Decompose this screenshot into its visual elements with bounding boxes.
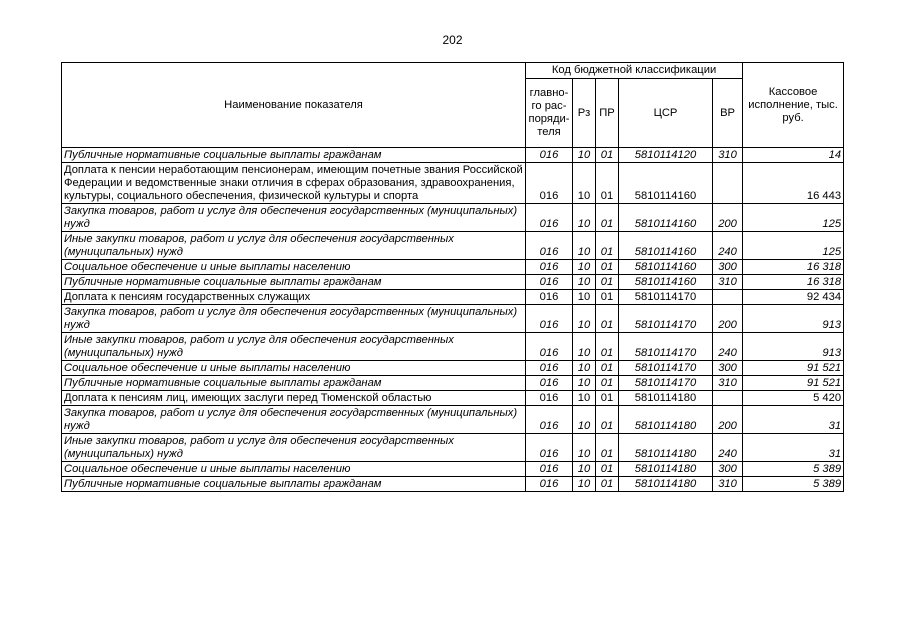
- cell-vr: 240: [713, 333, 743, 361]
- table-row: [62, 290, 844, 305]
- cell-rz: 10: [573, 275, 596, 290]
- header-vr: ВР: [713, 79, 743, 148]
- table-row: [62, 361, 844, 376]
- cell-csr: 5810114180: [619, 391, 713, 406]
- cell-amount: 14: [743, 148, 844, 163]
- cell-vr: 240: [713, 434, 743, 462]
- cell-csr: 5810114160: [619, 163, 713, 204]
- header-gl: главно-го рас-поряди-теля: [526, 79, 573, 148]
- cell-csr: 5810114160: [619, 260, 713, 275]
- cell-name: Иные закупки товаров, работ и услуг для обеспечения государственных (муниципальных) нужд: [62, 434, 526, 462]
- cell-name: Публичные нормативные социальные выплаты гражданам: [62, 148, 526, 163]
- cell-gl: 016: [526, 232, 573, 260]
- table-body: [62, 148, 844, 492]
- cell-csr: 5810114170: [619, 376, 713, 391]
- cell-csr: 5810114180: [619, 406, 713, 434]
- cell-csr: 5810114160: [619, 204, 713, 232]
- cell-vr: 300: [713, 462, 743, 477]
- cell-rz: 10: [573, 333, 596, 361]
- cell-rz: 10: [573, 163, 596, 204]
- cell-rz: 10: [573, 376, 596, 391]
- cell-amount: 16 318: [743, 260, 844, 275]
- cell-name: Социальное обеспечение и иные выплаты населению: [62, 462, 526, 477]
- cell-rz: 10: [573, 290, 596, 305]
- cell-amount: 31: [743, 406, 844, 434]
- cell-gl: 016: [526, 434, 573, 462]
- cell-rz: 10: [573, 148, 596, 163]
- cell-name: Публичные нормативные социальные выплаты гражданам: [62, 477, 526, 492]
- cell-csr: 5810114160: [619, 275, 713, 290]
- cell-amount: 5 420: [743, 391, 844, 406]
- cell-name: Социальное обеспечение и иные выплаты населению: [62, 361, 526, 376]
- table-row: [62, 204, 844, 232]
- cell-name: Закупка товаров, работ и услуг для обеспечения государственных (муниципальных) нужд: [62, 305, 526, 333]
- cell-rz: 10: [573, 260, 596, 275]
- cell-amount: 5 389: [743, 477, 844, 492]
- cell-amount: 31: [743, 434, 844, 462]
- cell-vr: 310: [713, 376, 743, 391]
- cell-amount: 913: [743, 333, 844, 361]
- table-row: [62, 462, 844, 477]
- cell-pr: 01: [596, 305, 619, 333]
- header-amount: Кассовое исполнение, тыс. руб.: [743, 63, 844, 148]
- cell-pr: 01: [596, 333, 619, 361]
- table-row: [62, 148, 844, 163]
- cell-gl: 016: [526, 376, 573, 391]
- cell-amount: 91 521: [743, 376, 844, 391]
- cell-vr: [713, 391, 743, 406]
- cell-pr: 01: [596, 204, 619, 232]
- cell-csr: 5810114180: [619, 477, 713, 492]
- cell-csr: 5810114170: [619, 361, 713, 376]
- cell-rz: 10: [573, 406, 596, 434]
- cell-vr: 300: [713, 260, 743, 275]
- cell-name: Доплата к пенсиям лиц, имеющих заслуги перед Тюменской областью: [62, 391, 526, 406]
- cell-name: Социальное обеспечение и иные выплаты населению: [62, 260, 526, 275]
- cell-rz: 10: [573, 361, 596, 376]
- cell-gl: 016: [526, 290, 573, 305]
- cell-name: Иные закупки товаров, работ и услуг для обеспечения государственных (муниципальных) нужд: [62, 333, 526, 361]
- cell-rz: 10: [573, 391, 596, 406]
- cell-amount: 913: [743, 305, 844, 333]
- cell-vr: 310: [713, 148, 743, 163]
- table-row: [62, 477, 844, 492]
- cell-gl: 016: [526, 260, 573, 275]
- header-pr: ПР: [596, 79, 619, 148]
- cell-rz: 10: [573, 434, 596, 462]
- cell-vr: 200: [713, 204, 743, 232]
- cell-pr: 01: [596, 260, 619, 275]
- cell-pr: 01: [596, 290, 619, 305]
- cell-pr: 01: [596, 232, 619, 260]
- header-rz: Рз: [573, 79, 596, 148]
- table-row: [62, 232, 844, 260]
- cell-rz: 10: [573, 477, 596, 492]
- cell-pr: 01: [596, 361, 619, 376]
- cell-csr: 5810114120: [619, 148, 713, 163]
- cell-name: Закупка товаров, работ и услуг для обеспечения государственных (муниципальных) нужд: [62, 406, 526, 434]
- cell-gl: 016: [526, 148, 573, 163]
- cell-rz: 10: [573, 232, 596, 260]
- table-row: [62, 406, 844, 434]
- cell-name: Иные закупки товаров, работ и услуг для обеспечения государственных (муниципальных) нужд: [62, 232, 526, 260]
- cell-gl: 016: [526, 406, 573, 434]
- cell-csr: 5810114170: [619, 290, 713, 305]
- header-classification: Код бюджетной классификации: [526, 63, 743, 79]
- cell-vr: 200: [713, 406, 743, 434]
- cell-csr: 5810114180: [619, 434, 713, 462]
- cell-rz: 10: [573, 462, 596, 477]
- cell-vr: 300: [713, 361, 743, 376]
- cell-gl: 016: [526, 477, 573, 492]
- table-row: [62, 434, 844, 462]
- cell-gl: 016: [526, 333, 573, 361]
- cell-pr: 01: [596, 434, 619, 462]
- cell-amount: 92 434: [743, 290, 844, 305]
- cell-pr: 01: [596, 163, 619, 204]
- cell-csr: 5810114170: [619, 333, 713, 361]
- cell-csr: 5810114180: [619, 462, 713, 477]
- cell-name: Публичные нормативные социальные выплаты гражданам: [62, 275, 526, 290]
- cell-csr: 5810114170: [619, 305, 713, 333]
- budget-table: [61, 62, 844, 492]
- cell-pr: 01: [596, 148, 619, 163]
- cell-pr: 01: [596, 391, 619, 406]
- table-row: [62, 275, 844, 290]
- cell-pr: 01: [596, 462, 619, 477]
- cell-pr: 01: [596, 275, 619, 290]
- cell-rz: 10: [573, 204, 596, 232]
- cell-gl: 016: [526, 305, 573, 333]
- cell-name: Доплата к пенсиям государственных служащих: [62, 290, 526, 305]
- table-header: [62, 63, 844, 148]
- cell-amount: 125: [743, 232, 844, 260]
- table-row: [62, 163, 844, 204]
- table-row: [62, 333, 844, 361]
- cell-gl: 016: [526, 361, 573, 376]
- cell-amount: 16 443: [743, 163, 844, 204]
- cell-name: Публичные нормативные социальные выплаты гражданам: [62, 376, 526, 391]
- cell-gl: 016: [526, 204, 573, 232]
- header-csr: ЦСР: [619, 79, 713, 148]
- cell-gl: 016: [526, 163, 573, 204]
- cell-gl: 016: [526, 391, 573, 406]
- cell-vr: 200: [713, 305, 743, 333]
- header-name: Наименование показателя: [62, 63, 526, 148]
- cell-amount: 5 389: [743, 462, 844, 477]
- cell-pr: 01: [596, 376, 619, 391]
- cell-gl: 016: [526, 462, 573, 477]
- cell-vr: 310: [713, 477, 743, 492]
- table-row: [62, 305, 844, 333]
- cell-pr: 01: [596, 477, 619, 492]
- table-row: [62, 391, 844, 406]
- table-row: [62, 376, 844, 391]
- table-row: [62, 260, 844, 275]
- cell-csr: 5810114160: [619, 232, 713, 260]
- cell-vr: 310: [713, 275, 743, 290]
- cell-name: Доплата к пенсии неработающим пенсионерам, имеющим почетные звания Российской Федерации и ведомственные знаки отличия в сферах образования, здравоохранения, культуры, социального обеспечения, физической культуры и спорта: [62, 163, 526, 204]
- cell-amount: 91 521: [743, 361, 844, 376]
- cell-amount: 16 318: [743, 275, 844, 290]
- cell-amount: 125: [743, 204, 844, 232]
- cell-vr: [713, 290, 743, 305]
- cell-pr: 01: [596, 406, 619, 434]
- cell-gl: 016: [526, 275, 573, 290]
- cell-vr: 240: [713, 232, 743, 260]
- cell-vr: [713, 163, 743, 204]
- page-number: 202: [442, 33, 463, 47]
- cell-rz: 10: [573, 305, 596, 333]
- cell-name: Закупка товаров, работ и услуг для обеспечения государственных (муниципальных) нужд: [62, 204, 526, 232]
